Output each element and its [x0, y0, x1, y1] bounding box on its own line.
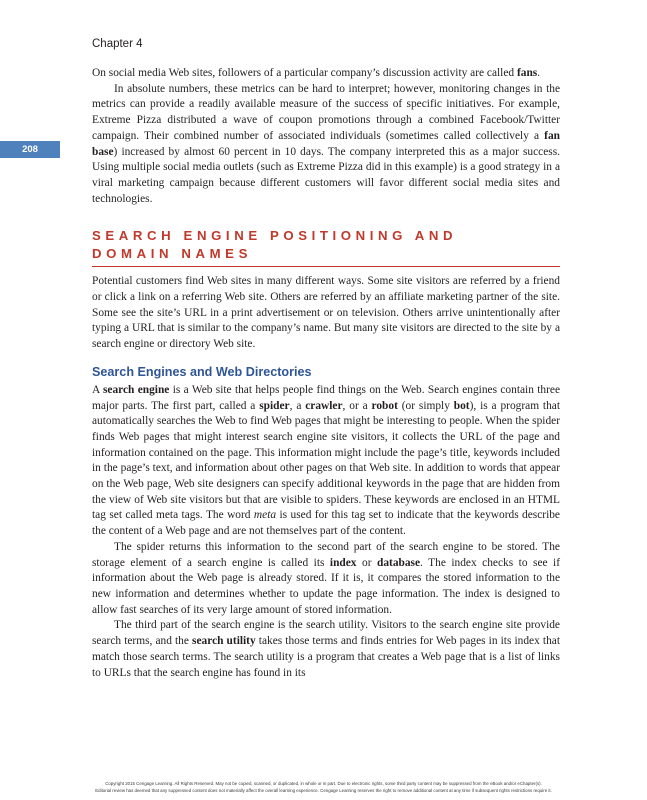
text-run: The third part of the search engine is the search utility. Visitors to the search engine site provide search terms, and the — [92, 619, 560, 648]
copyright-line-2: Editorial review has deemed that any suppressed content does not materially affect the overall learning experience. Cengage Learning reserves the right to remove additional content at any time if subsequent rights restrictions require it. — [95, 788, 552, 793]
key-term-database: database — [377, 556, 421, 569]
text-run: , or a — [342, 399, 372, 412]
section-heading — [92, 227, 560, 267]
page-body — [92, 66, 560, 681]
text-run: A — [92, 383, 103, 396]
text-run: is a Web site that helps people find things on the Web. Search engines contain three major parts. The first part, called a — [92, 383, 561, 412]
subsection-heading: Search Engines and Web Directories — [92, 364, 312, 379]
text-run: , a — [289, 399, 306, 412]
key-term-bot: bot — [453, 399, 470, 412]
intro-paragraph-metrics — [92, 82, 560, 208]
emphasis-meta: meta — [253, 509, 277, 522]
section-intro-paragraph: Potential customers find Web sites in many different ways. Some site visitors are referred by a friend or click a link on a referring Web site. Others are referred by an affiliate marketing partner of the site. Some see the site’s URL in a print advertisement or on television. Others arrive unintentionally after typing a URL that is similar to the company’s name. But many site visitors are directed to the site by a search engine or directory Web site. — [92, 275, 560, 351]
key-term-spider: spider — [259, 399, 290, 412]
page-number-tab: 208 — [0, 141, 60, 158]
text-run: . — [537, 67, 541, 79]
text-run: On social media Web sites, followers of a particular company’s discussion activity are called — [92, 67, 517, 79]
key-term-search-engine: search engine — [102, 383, 170, 396]
search-utility-paragraph — [92, 618, 560, 681]
search-engine-paragraph — [92, 383, 560, 540]
text-run: In absolute numbers, these metrics can be hard to interpret; however, monitoring changes in the metrics can provide a readily available measure of the success of specific initiatives. For example, Extreme Pizza distributed a wave of coupon promotions through a combined Facebook/Twitter campaign. Their combined number of associated individuals (sometimes called collectively a — [92, 82, 560, 142]
key-term-crawler: crawler — [305, 399, 343, 412]
chapter-label: Chapter 4 — [92, 38, 143, 50]
text-run: ), is a program that automatically searches the Web to find Web pages that might be interesting to people. When the spider finds Web pages that might interest search engine site visitors, it collects the URL of the page and information contained on the page. This information might include the page’s title, keywords included in the page’s text, and information about other pages on that Web site. In addition to words that appear on the Web page, Web site designers can specify additional keywords in the page that are hidden from the view of Web site visitors but that are visible to spiders. These keywords are enclosed in an HTML tag set called meta tags. The word — [92, 399, 560, 522]
text-run: is used for this tag set to indicate that the keywords describe the content of a Web page and are not themselves part of the content. — [92, 509, 560, 538]
text-run: takes those terms and finds entries for Web pages in its index that match those search terms. The search utility is a program that creates a Web page that is a list of links to URLs that the search engine has found in its — [92, 635, 560, 679]
text-run: The spider returns this information to the second part of the search engine to be stored. The storage element of a search engine is called its — [92, 540, 560, 569]
key-term-search-utility: search utility — [192, 635, 256, 648]
key-term-index: index — [329, 556, 357, 569]
section-heading-line-1: SEARCH ENGINE POSITIONING AND — [92, 228, 458, 244]
key-term-robot: robot — [371, 399, 398, 412]
text-run: ) increased by almost 60 percent in 10 days. The company interpreted this as a major success. Using multiple social media outlets (such as Extreme Pizza did in this example) is a good strategy in a viral marketing campaign because different customers will favor different social media sites and technologies. — [92, 145, 560, 205]
key-term-fan-base: fan base — [92, 129, 560, 158]
key-term-fans: fans — [516, 67, 538, 79]
copyright-line-1: Copyright 2015 Cengage Learning. All Rights Reserved. May not be copied, scanned, or duplicated, in whole or in part. Due to electronic rights, some third party content may be suppressed from the eBook and/or eChapter(s). — [105, 781, 542, 786]
text-run: or — [356, 556, 377, 569]
index-paragraph — [92, 540, 560, 619]
text-run: (or simply — [397, 399, 454, 412]
intro-paragraph-fans — [92, 66, 560, 82]
section-heading-line-2: DOMAIN NAMES — [92, 246, 252, 262]
text-run: . The index checks to see if information about the Web page is already stored. If it is, it compares the stored information to the new information and determines whether to update the page information. The index is designed to allow fast searches of its very large amount of stored information. — [92, 556, 561, 616]
copyright-footer — [0, 780, 647, 794]
